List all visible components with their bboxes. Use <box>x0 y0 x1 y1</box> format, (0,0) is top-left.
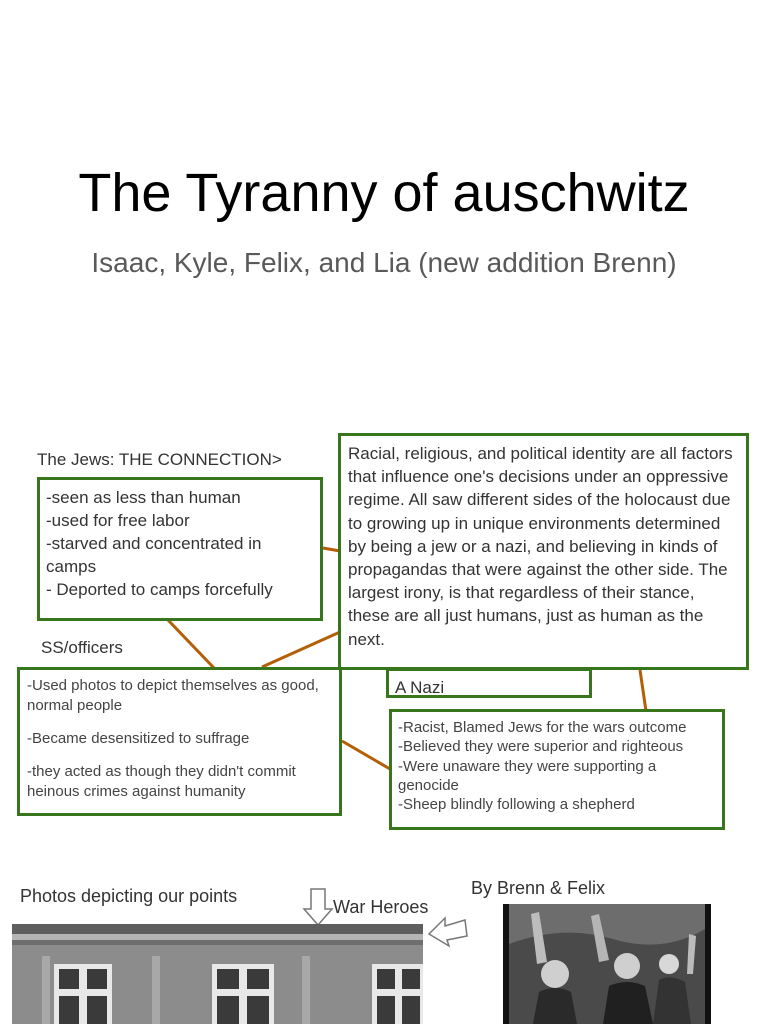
nazi-label: A Nazi <box>395 678 445 697</box>
connector-ss-connection <box>262 632 340 667</box>
connector-ss-nazi <box>342 741 390 769</box>
list-item: -Became desensitized to suffrage <box>27 730 250 747</box>
jews-label: The Jews: THE CONNECTION> <box>37 450 282 469</box>
left-arrow-icon <box>427 914 469 948</box>
by-label: By Brenn & Felix <box>471 878 606 898</box>
list-item: - Deported to camps forcefully <box>46 580 273 599</box>
connector-jews-ss <box>168 620 214 668</box>
nazi-label-box <box>386 668 592 698</box>
connector-connection-nazi <box>640 670 646 711</box>
page-title: The Tyranny of auschwitz <box>78 163 690 223</box>
connection-text: Racial, religious, and political identity are all factors that influence one's decisions under an oppressive regime. All saw different sides of the holocaust due to growing up in unique environments determined by being a jew or a nazi, and believing in kinds of propagandas that were against the other side. The largest irony, is that regardless of their stance, these are all just humans, just as human as the next. <box>348 444 738 649</box>
photos-label: Photos depicting our points <box>20 886 238 906</box>
list-item: -they acted as though they didn't commit heinous crimes against humanity <box>27 763 301 800</box>
list-item: -used for free labor <box>46 511 190 530</box>
page-subtitle: Isaac, Kyle, Felix, and Lia (new addition Brenn) <box>91 247 677 278</box>
ss-box <box>17 667 342 816</box>
list-item: -Were unaware they were supporting a genocide <box>398 757 661 794</box>
list-item: -Sheep blindly following a shepherd <box>398 796 635 814</box>
list-item: -seen as less than human <box>46 488 241 507</box>
list-item: -Believed they were superior and righteous <box>398 738 684 756</box>
connection-box <box>338 433 749 670</box>
list-item: -Racist, Blamed Jews for the wars outcome <box>398 719 687 736</box>
list-item: -Used photos to depict themselves as good, normal people <box>27 677 324 714</box>
war-heroes-label: War Heroes <box>333 897 429 917</box>
building-photo <box>12 924 423 1024</box>
nazi-box <box>389 709 725 830</box>
jews-box <box>37 477 323 621</box>
salute-photo <box>503 904 711 1024</box>
ss-label: SS/officers <box>41 638 123 657</box>
down-arrow-icon <box>302 887 334 927</box>
list-item: -starved and concentrated in camps <box>46 534 267 576</box>
